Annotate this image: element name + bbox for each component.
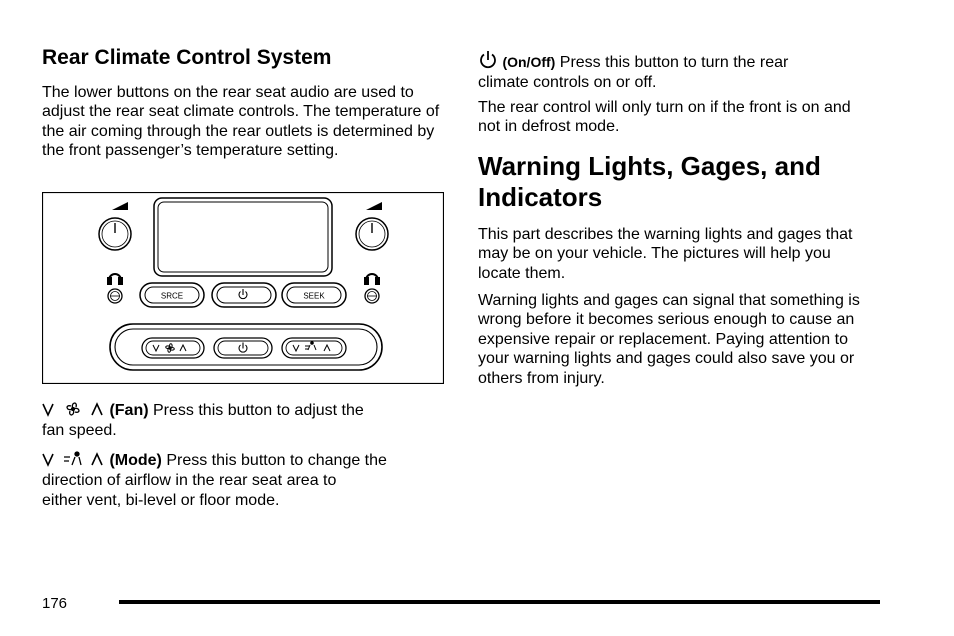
section-heading-warning-lights: Warning Lights, Gages, and Indicators	[478, 151, 821, 212]
srce-button-label: SRCE	[160, 291, 184, 301]
mode-text-line3: either vent, bi-level or floor mode.	[42, 492, 280, 509]
rear-control-note: The rear control will only turn on if the front is on and not in defrost mode.	[478, 99, 851, 136]
chevron-up-icon	[92, 454, 102, 465]
fan-text-line1: Press this button to adjust the	[148, 402, 364, 419]
headphone-jack-button-left	[108, 289, 122, 303]
fan-control-icons	[42, 402, 109, 419]
climate-power-button	[214, 338, 272, 358]
onoff-text-line1: Press this button to turn the rear	[555, 54, 789, 71]
onoff-text-line2: climate controls on or off.	[478, 74, 657, 91]
mode-label: (Mode)	[109, 452, 162, 469]
airflow-mode-button	[282, 338, 346, 358]
volume-knob-icon-right	[356, 218, 388, 250]
rear-control-panel-figure	[42, 192, 444, 384]
section-heading-rear-climate: Rear Climate Control System	[42, 46, 332, 69]
onoff-description	[478, 50, 878, 93]
mode-control-icons	[42, 452, 109, 469]
fan-speed-button	[142, 338, 204, 358]
power-icon	[478, 50, 498, 70]
chevron-down-icon	[43, 454, 53, 465]
upper-power-button	[212, 283, 276, 307]
warning-lights-importance: Warning lights and gages can signal that something is wrong before it becomes serious enough to cause an expensive repair or replacement. Paying attention to your warning lights and gages could also save you or others from injury.	[478, 292, 860, 387]
seek-button-label: SEEK	[303, 291, 325, 301]
chevron-up-icon	[92, 404, 102, 415]
onoff-label: (On/Off)	[502, 54, 556, 70]
fan-label: (Fan)	[109, 402, 149, 419]
warning-lights-intro: This part describes the warning lights and gages that may be on your vehicle. The pictures will help you locate them.	[478, 226, 853, 282]
fan-icon	[67, 403, 79, 415]
fan-text-line2: fan speed.	[42, 422, 117, 439]
rear-climate-intro: The lower buttons on the rear seat audio are used to adjust the rear seat climate controls. The temperature of the air coming through the rear outlets is determined by the front passenger’s temperature setting.	[42, 84, 440, 160]
chevron-down-icon	[43, 404, 53, 415]
headphone-jack-button-right	[365, 289, 379, 303]
volume-knob-icon-left	[99, 218, 131, 250]
footer-rule	[119, 600, 880, 604]
mode-text-line1: Press this button to change the	[161, 452, 387, 469]
fan-description	[42, 401, 446, 441]
airflow-mode-icon	[64, 452, 81, 465]
mode-text-line2: direction of airflow in the rear seat area to	[42, 472, 337, 489]
page-number: 176	[42, 595, 68, 612]
mode-description	[42, 451, 446, 511]
